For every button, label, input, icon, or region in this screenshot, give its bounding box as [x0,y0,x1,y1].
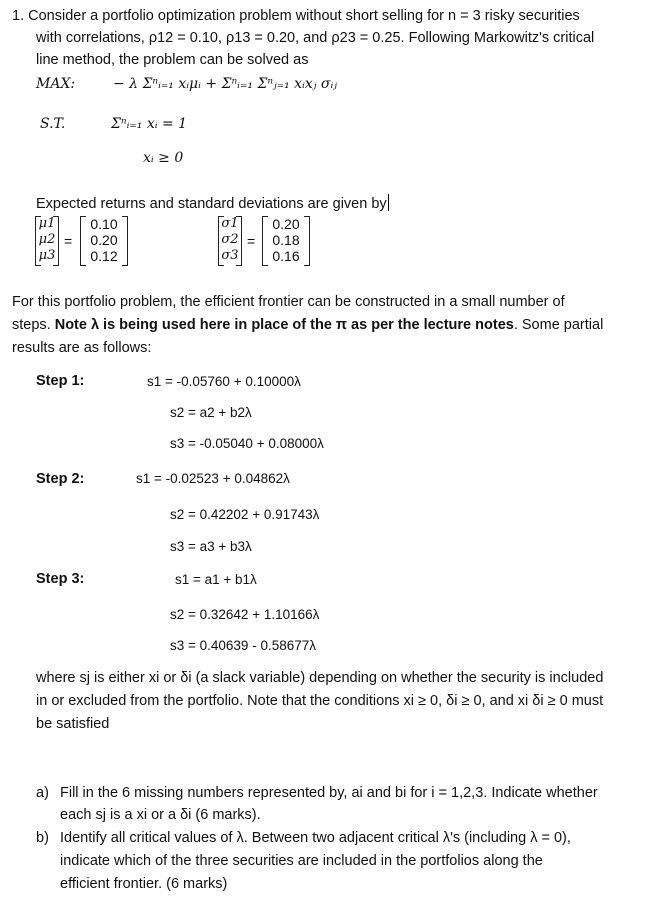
mu2-var: μ2 [38,232,56,247]
mu1-value: 0.10 [90,216,118,232]
sigma1-value: 0.20 [272,216,300,232]
sigma1-var: σ1 [221,216,239,231]
st-label: S.T. [40,116,66,132]
constraint-sum: Σⁿᵢ₌₁ xᵢ = 1 [111,116,188,132]
mu-value-vector [80,216,128,266]
given-text [36,194,389,212]
where-line1: where sj is either xi or δi (a slack variable) depending on whether the security is included [36,670,604,686]
sigma3-value: 0.16 [272,248,300,264]
where-line2: in or excluded from the portfolio. Note that the conditions xi ≥ 0, δi ≥ 0, and xi δi ≥ 0 must [36,693,604,709]
question-intro-line2: with correlations, ρ12 = 0.10, ρ13 = 0.20, and ρ23 = 0.25. Following Markowitz's critical [36,30,595,46]
step3-eq-s2: s2 = 0.32642 + 1.10166λ [170,607,320,622]
question-b-line2: indicate which of the three securities are included in the portfolios along the [60,853,543,869]
frontier-line1: For this portfolio problem, the efficient frontier can be constructed in a small number of [12,294,565,310]
max-label: MAX: [36,76,76,92]
question-intro-line3: line method, the problem can be solved as [36,52,309,68]
sigma-var-vector [218,216,242,266]
sigma3-var: σ3 [221,248,239,263]
step3-label: Step 3: [36,571,85,587]
sigma2-var: σ2 [221,232,239,247]
step2-eq-s3: s3 = a3 + b3λ [170,539,252,554]
step1-label: Step 1: [36,373,85,389]
question-intro-line1: 1. Consider a portfolio optimization problem without short selling for n = 3 risky securities [12,8,580,24]
step2-label: Step 2: [36,471,85,487]
question-a-line1: Fill in the 6 missing numbers represented by, ai and bi for i = 1,2,3. Indicate whether [60,785,598,801]
step1-eq-s3: s3 = -0.05040 + 0.08000λ [170,436,324,451]
question-b-line3: efficient frontier. (6 marks) [60,876,228,892]
sigma-equals: = [247,233,256,249]
where-line3: be satisfied [36,716,110,732]
sigma2-value: 0.18 [272,232,300,248]
question-b-line1: Identify all critical values of λ. Between two adjacent critical λ's (including λ = 0), [60,830,571,846]
given-text-label: Expected returns and standard deviations are given by [36,196,387,212]
frontier-line2-post: . Some partial [513,317,604,333]
step3-eq-s3: s3 = 0.40639 - 0.58677λ [170,638,316,653]
mu3-value: 0.12 [90,248,118,264]
mu1-var: μ1 [38,216,56,231]
frontier-line2 [12,317,603,333]
frontier-note: Note λ is being used here in place of the π as per the lecture notes [54,317,514,333]
step1-eq-s2: s2 = a2 + b2λ [170,405,252,420]
mu-equals: = [64,233,73,249]
question-b-marker: b) [36,830,49,846]
step2-eq-s2: s2 = 0.42202 + 0.91743λ [170,507,320,522]
objective-formula: − λ Σⁿᵢ₌₁ xᵢμᵢ + Σⁿᵢ₌₁ Σⁿⱼ₌₁ xᵢxⱼ σᵢⱼ [113,76,337,92]
text-cursor [388,194,390,211]
step3-eq-s1: s1 = a1 + b1λ [175,572,257,587]
frontier-line3: results are as follows: [12,340,152,356]
mu-var-vector [35,216,59,266]
mu2-value: 0.20 [90,232,118,248]
mu3-var: μ3 [38,248,56,263]
frontier-line2-pre: steps. [12,317,55,333]
sigma-value-vector [262,216,310,266]
constraint-nonneg: xᵢ ≥ 0 [143,150,184,166]
step2-eq-s1: s1 = -0.02523 + 0.04862λ [136,471,290,486]
question-a-marker: a) [36,785,49,801]
question-a-line2: each sj is a xi or a δi (6 marks). [60,807,261,823]
step1-eq-s1: s1 = -0.05760 + 0.10000λ [147,374,301,389]
